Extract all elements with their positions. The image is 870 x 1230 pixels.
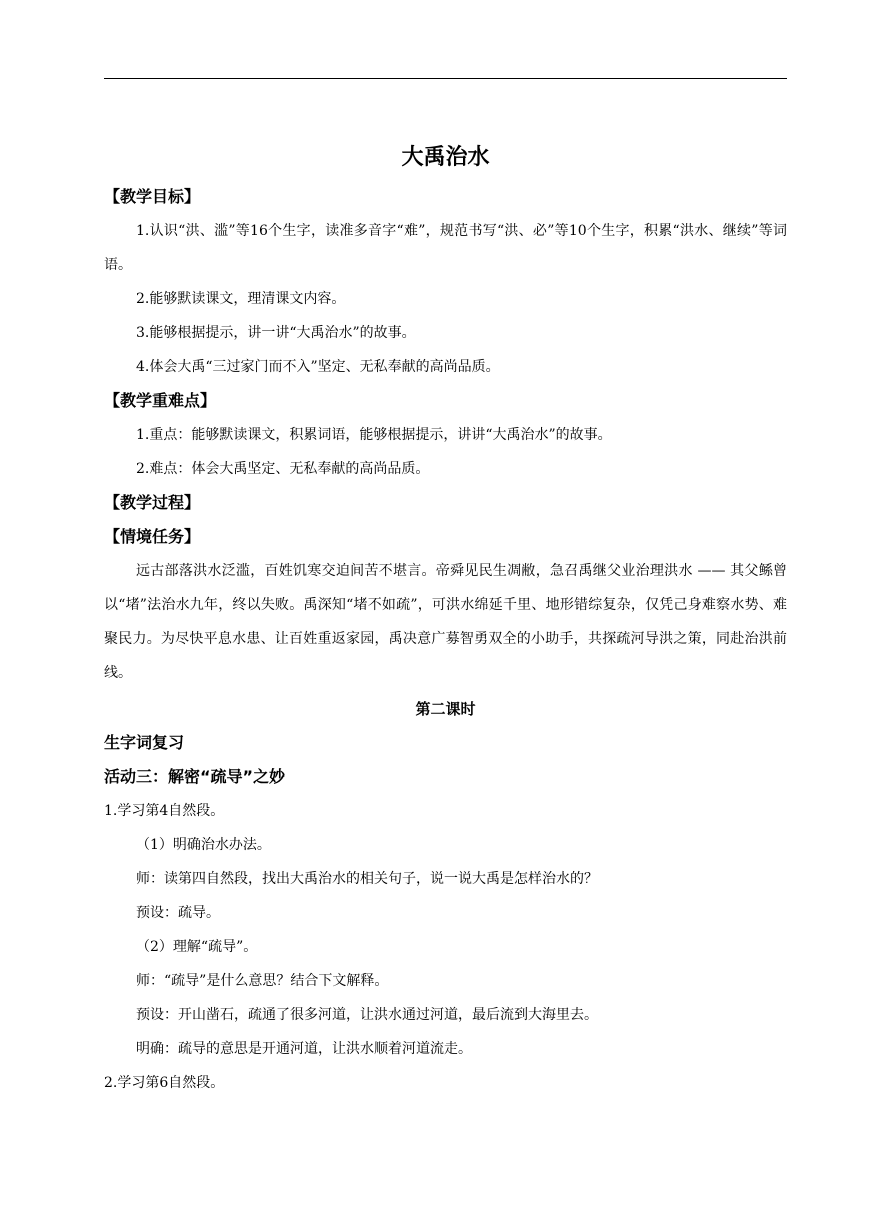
activity-heading: 活动三：解密“疏导”之妙 [104,767,286,786]
key-point-item: 2.难点：体会大禹坚定、无私奉献的高尚品质。 [136,461,430,477]
key-points-heading: 【教学重难点】 [104,391,217,410]
lesson-title: 第二课时 [415,700,476,718]
step-1-item: （1）明确治水办法。 [136,837,271,853]
scenario-paragraph: 远古部落洪水泛滥，百姓饥寒交迫间苦不堪言。帝舜见民生凋敝，急召禹继父业治理洪水 —— 其父鲧曾以“堵”法治水九年，终以失败。禹深知“堵不如疏”，可洪水绵延千里、地形错综复杂，仅凭己身难察水势、难聚民力。为尽快平息水患、让百姓重返家园，禹决意广募智勇双全的小助手，共探疏河导洪之策，同赴治洪前线。 [104,563,787,681]
document-title: 大禹治水 [401,145,490,170]
goal-item: 4.体会大禹“三过家门而不入”坚定、无私奉献的高尚品质。 [136,359,500,375]
step-1-item: 师：读第四自然段，找出大禹治水的相关句子，说一说大禹是怎样治水的？ [136,871,598,887]
key-point-item: 1.重点：能够默读课文，积累词语，能够根据提示，讲讲“大禹治水”的故事。 [136,427,612,443]
step-2: 2.学习第6自然段。 [104,1075,225,1091]
step-1-item: 师：“疏导”是什么意思？结合下文解释。 [136,973,389,989]
goal-item: 2.能够默读课文，理清课文内容。 [136,291,346,307]
scenario-heading: 【情境任务】 [104,527,201,546]
goal-item: 3.能够根据提示，讲一讲“大禹治水”的故事。 [136,325,416,341]
process-heading: 【教学过程】 [104,493,201,512]
step-1-item: 预设：疏导。 [136,905,220,921]
step-1-item: （2）理解“疏导”。 [136,939,258,955]
review-heading: 生字词复习 [104,733,185,752]
step-1: 1.学习第4自然段。 [104,803,225,819]
step-1-item: 明确：疏导的意思是开通河道，让洪水顺着河道流走。 [136,1041,472,1057]
header-rule [104,78,787,79]
goal-item: 1.认识“洪、滥”等16个生字，读准多音字“难”，规范书写“洪、必”等10个生字，积累“洪水、继续”等词语。 [104,223,787,273]
goals-heading: 【教学目标】 [104,187,201,206]
step-1-item: 预设：开山凿石，疏通了很多河道，让洪水通过河道，最后流到大海里去。 [136,1007,598,1023]
document-body [104,138,787,1100]
